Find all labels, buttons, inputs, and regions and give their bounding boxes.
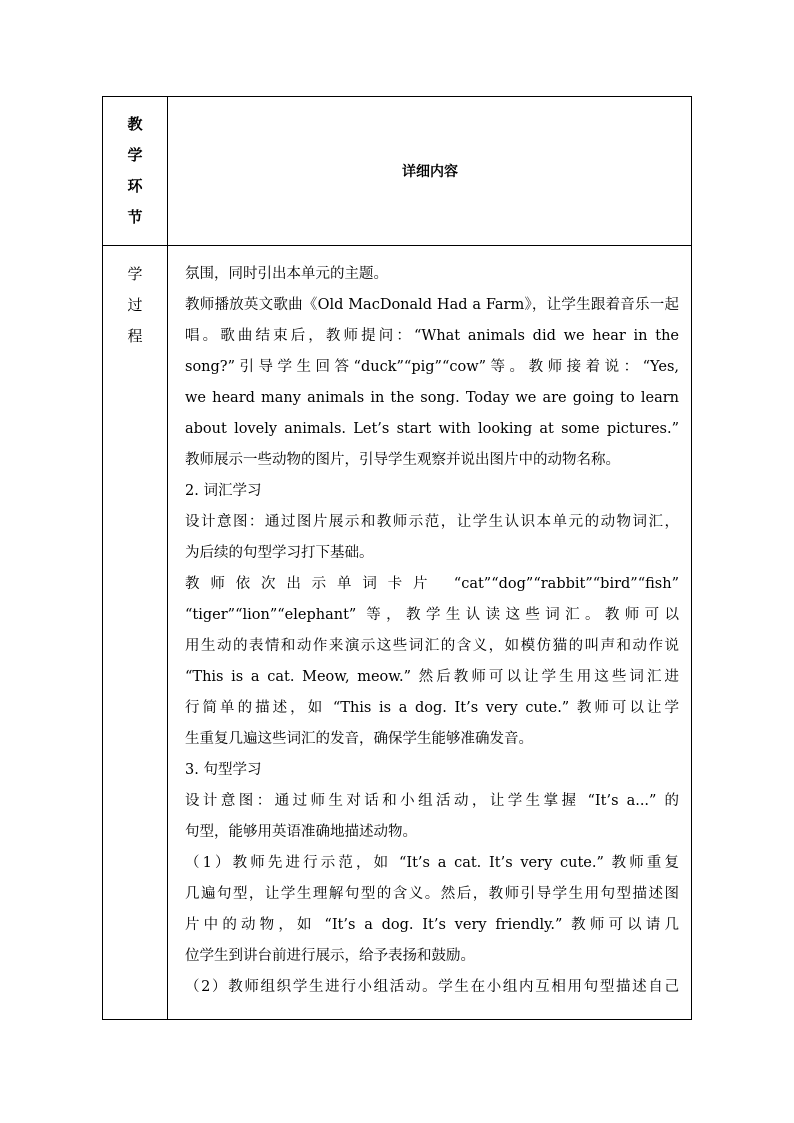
text-line: 句型，能够用英语准确地描述动物。 [185,824,417,840]
header-char: 学 [127,146,143,164]
text-line: 片中的动物，如 “It’s a dog. It’s very friendly.” 教师可以请几 [185,917,679,933]
header-detailed-content: 详细内容 [402,164,458,180]
text-line: （1）教师先进行示范，如 “It’s a cat. It’s very cute.” 教师重复 [185,855,679,871]
section-heading: 3. 句型学习 [185,762,262,778]
stage-char: 学 [127,265,143,283]
stage-label [103,259,167,352]
text-line: 教师依次出示单词卡片 “cat”“dog”“rabbit”“bird”“fish” [185,576,679,592]
section-heading: 2. 词汇学习 [185,483,262,499]
text-line: about lovely animals. Let’s start with looking at some pictures.” [185,421,679,437]
lesson-plan-table [102,96,692,1020]
row-divider [103,245,691,246]
text-line: we heard many animals in the song. Today we are going to learn [185,390,679,406]
text-line: 设计意图：通过师生对话和小组活动，让学生掌握 “It’s a...” 的 [185,793,679,809]
text-line: 行简单的描述，如 “This is a dog. It’s very cute.” 教师可以让学 [185,700,679,716]
text-line: 氛围，同时引出本单元的主题。 [185,266,388,282]
text-line: song?”引导学生回答“duck”“pig”“cow”等。教师接着说：“Yes, [185,359,679,375]
header-char: 教 [127,115,143,133]
stage-char: 过 [127,296,143,314]
text-line: 设计意图：通过图片展示和教师示范，让学生认识本单元的动物词汇， [185,514,679,530]
text-line: 用生动的表情和动作来演示这些词汇的含义，如模仿猫的叫声和动作说 [185,638,679,654]
text-line: 教师展示一些动物的图片，引导学生观察并说出图片中的动物名称。 [185,452,620,468]
text-line: （2）教师组织学生进行小组活动。学生在小组内互相用句型描述自己 [185,979,679,995]
text-line: 生重复几遍这些词汇的发音，确保学生能够准确发音。 [185,731,533,747]
header-char: 环 [127,177,143,195]
text-line: 为后续的句型学习打下基础。 [185,545,374,561]
text-line: “This is a cat. Meow, meow.” 然后教师可以让学生用这些词汇进 [185,669,679,685]
content-text [185,259,679,1003]
header-char: 节 [127,208,143,226]
stage-char: 程 [127,327,143,345]
text-line: 教师播放英文歌曲《Old MacDonald Had a Farm》，让学生跟着音乐一起 [185,297,679,313]
header-teaching-stage [103,97,167,245]
text-line: 唱。歌曲结束后，教师提问：“What animals did we hear in the [185,328,679,344]
text-line: 几遍句型，让学生理解句型的含义。然后，教师引导学生用句型描述图 [185,886,679,902]
text-line: 位学生到讲台前进行展示，给予表扬和鼓励。 [185,948,475,964]
text-line: “tiger”“lion”“elephant” 等，教学生认读这些词汇。教师可以 [185,607,679,623]
